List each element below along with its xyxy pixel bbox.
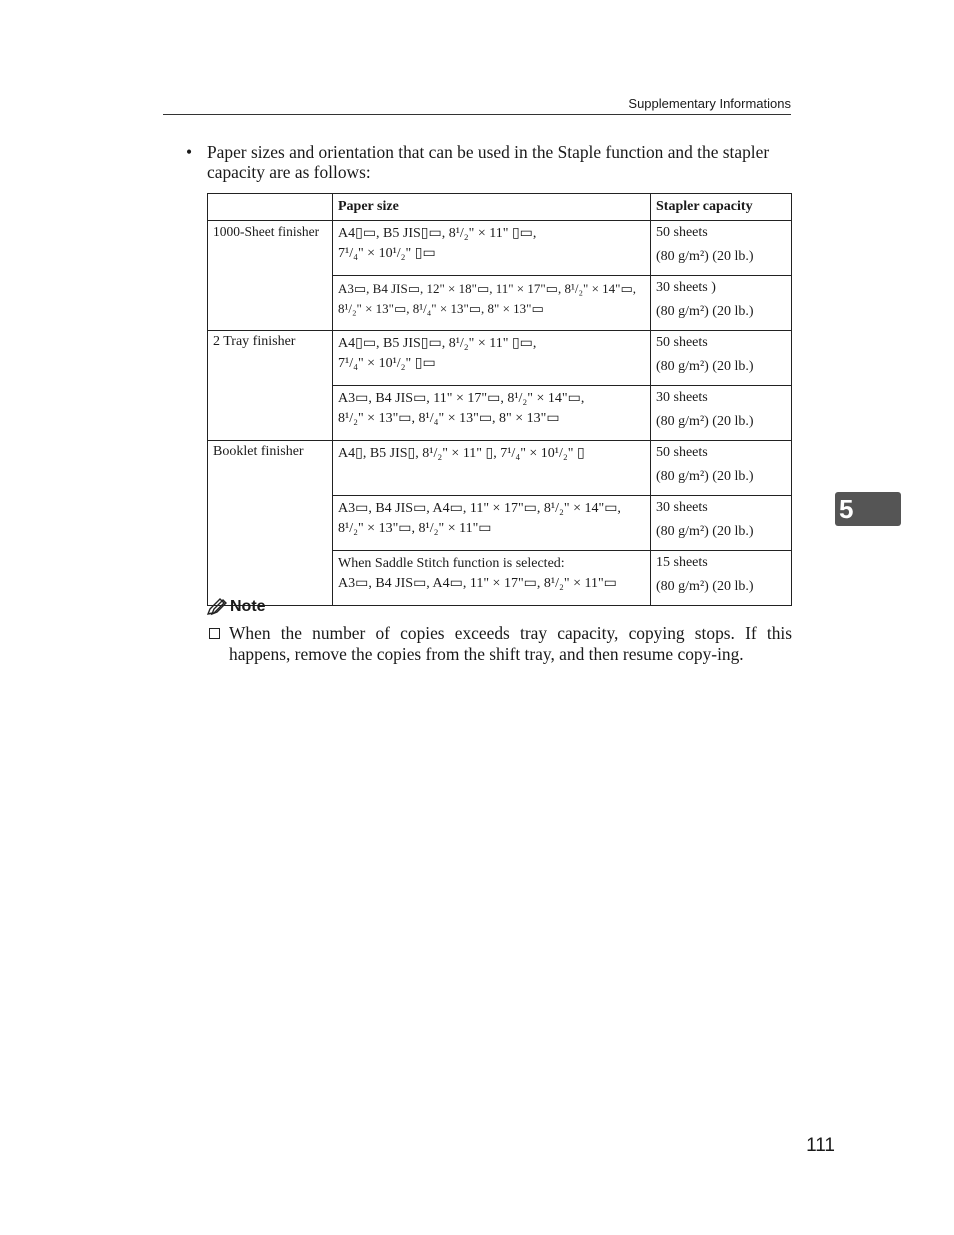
capacity-weight: (80 g/m²) (20 lb.) bbox=[656, 579, 754, 594]
finisher-name: 1000-Sheet finisher bbox=[208, 221, 333, 331]
header-paper-size: Paper size bbox=[333, 194, 651, 221]
capacity-cell bbox=[651, 221, 792, 276]
table-row bbox=[208, 441, 792, 496]
running-title: Supplementary Informations bbox=[628, 96, 791, 111]
capacity-weight: (80 g/m²) (20 lb.) bbox=[656, 249, 754, 264]
capacity-weight: (80 g/m²) (20 lb.) bbox=[656, 469, 754, 484]
intro-text: Paper sizes and orientation that can be used in the Staple function and the stapler capacity are as follows: bbox=[207, 142, 770, 182]
paper-line: A4▯▭, B5 JIS▯▭, 8¹/₂" × 11" ▯▭, bbox=[338, 226, 537, 241]
capacity-sheets: 15 sheets bbox=[656, 555, 708, 570]
paper-size-cell bbox=[333, 221, 651, 276]
paper-line: 8¹/₂" × 13"▭, 8¹/₄" × 13"▭, 8" × 13"▭ bbox=[338, 301, 544, 316]
table-row bbox=[208, 221, 792, 276]
chapter-tab bbox=[835, 492, 901, 526]
stapler-capacity-table bbox=[207, 193, 792, 606]
capacity-cell bbox=[651, 276, 792, 331]
note-item bbox=[207, 623, 792, 664]
paper-line: A3▭, B4 JIS▭, 11" × 17"▭, 8¹/₂" × 14"▭, bbox=[338, 391, 585, 406]
paper-line: 8¹/₂" × 13"▭, 8¹/₂" × 11"▭ bbox=[338, 521, 492, 536]
paper-size-cell bbox=[333, 331, 651, 386]
paper-size-cell bbox=[333, 551, 651, 606]
header-stapler-capacity: Stapler capacity bbox=[651, 194, 792, 221]
paper-line: A4▯, B5 JIS▯, 8¹/₂" × 11" ▯, 7¹/₄" × 10¹/₂" ▯ bbox=[338, 446, 585, 461]
paper-line: A3▭, B4 JIS▭, A4▭, 11" × 17"▭, 8¹/₂" × 14"▭, bbox=[338, 501, 621, 516]
paper-line: When Saddle Stitch function is selected: bbox=[338, 556, 565, 571]
paper-line: 7¹/₄" × 10¹/₂" ▯▭ bbox=[338, 246, 436, 261]
capacity-sheets: 50 sheets bbox=[656, 445, 708, 460]
note-heading bbox=[206, 598, 266, 616]
note-title: Note bbox=[230, 598, 266, 615]
running-header bbox=[163, 96, 791, 115]
capacity-sheets: 30 sheets bbox=[656, 500, 708, 515]
capacity-sheets: 50 sheets bbox=[656, 335, 708, 350]
capacity-sheets: 50 sheets bbox=[656, 225, 708, 240]
header-finisher bbox=[208, 194, 333, 221]
paper-line: 8¹/₂" × 13"▭, 8¹/₄" × 13"▭, 8" × 13"▭ bbox=[338, 411, 560, 426]
paper-line: 7¹/₄" × 10¹/₂" ▯▭ bbox=[338, 356, 436, 371]
bullet-icon: • bbox=[186, 142, 193, 162]
capacity-sheets: 30 sheets ) bbox=[656, 280, 716, 295]
capacity-cell bbox=[651, 551, 792, 606]
capacity-weight: (80 g/m²) (20 lb.) bbox=[656, 524, 754, 539]
paper-line: A4▯▭, B5 JIS▯▭, 8¹/₂" × 11" ▯▭, bbox=[338, 336, 537, 351]
checkbox-square-icon bbox=[209, 628, 220, 639]
capacity-weight: (80 g/m²) (20 lb.) bbox=[656, 414, 754, 429]
paper-size-cell bbox=[333, 441, 651, 496]
finisher-name: 2 Tray finisher bbox=[208, 331, 333, 441]
capacity-cell bbox=[651, 441, 792, 496]
capacity-cell bbox=[651, 386, 792, 441]
note-text: When the number of copies exceeds tray capacity, copying stops. If this happens, remove the copies from the shift tray, and then resume copy-ing. bbox=[229, 623, 792, 664]
capacity-weight: (80 g/m²) (20 lb.) bbox=[656, 359, 754, 374]
paper-size-cell bbox=[333, 496, 651, 551]
page-number: 111 bbox=[806, 1135, 835, 1156]
paper-line: A3▭, B4 JIS▭, A4▭, 11" × 17"▭, 8¹/₂" × 11"▭ bbox=[338, 576, 617, 591]
paper-size-cell bbox=[333, 386, 651, 441]
finisher-name: Booklet finisher bbox=[208, 441, 333, 606]
paper-line: A3▭, B4 JIS▭, 12" × 18"▭, 11" × 17"▭, 8¹/₂" × 14"▭, bbox=[338, 281, 636, 296]
table-row bbox=[208, 331, 792, 386]
capacity-cell bbox=[651, 496, 792, 551]
capacity-sheets: 30 sheets bbox=[656, 390, 708, 405]
intro-bullet-item bbox=[186, 142, 792, 182]
chapter-number: 5 bbox=[839, 494, 854, 524]
table-header-row bbox=[208, 194, 792, 221]
capacity-cell bbox=[651, 331, 792, 386]
pencil-icon bbox=[206, 598, 228, 616]
paper-size-cell bbox=[333, 276, 651, 331]
capacity-weight: (80 g/m²) (20 lb.) bbox=[656, 304, 754, 319]
